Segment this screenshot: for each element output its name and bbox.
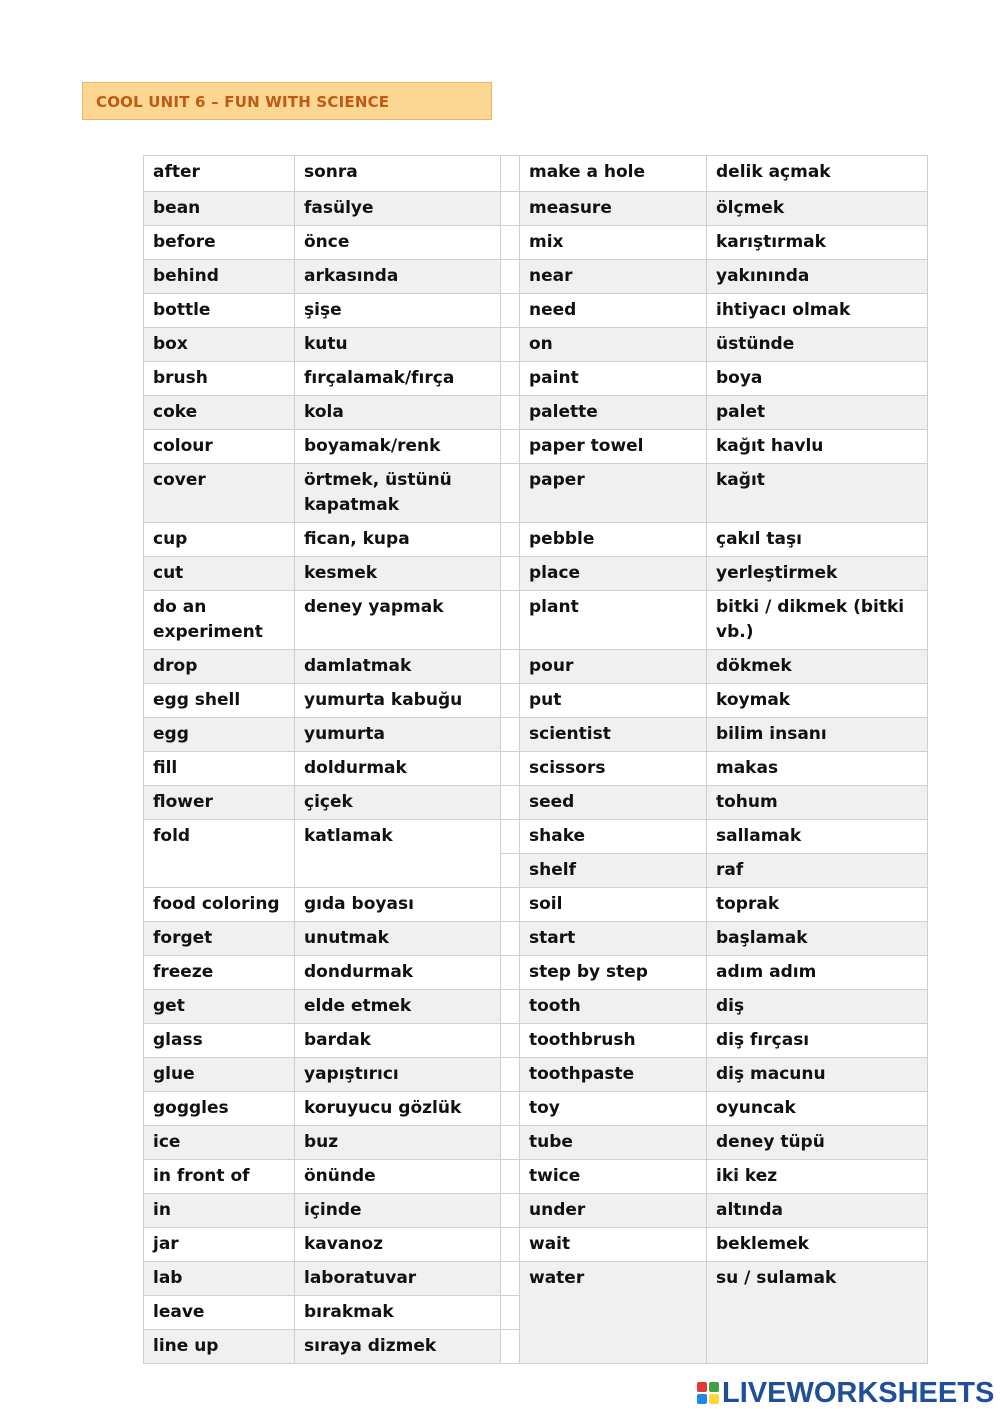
english-word: on bbox=[520, 328, 707, 362]
column-gap bbox=[501, 1160, 520, 1194]
english-word: mix bbox=[520, 226, 707, 260]
english-word: egg shell bbox=[144, 684, 295, 718]
english-word: shelf bbox=[520, 854, 707, 888]
column-gap bbox=[501, 1058, 520, 1092]
vocabulary-table-body bbox=[144, 156, 928, 1364]
turkish-meaning: yakınında bbox=[707, 260, 928, 294]
english-word: jar bbox=[144, 1228, 295, 1262]
turkish-meaning: önce bbox=[295, 226, 501, 260]
english-word: in front of bbox=[144, 1160, 295, 1194]
table-row bbox=[144, 1092, 928, 1126]
turkish-meaning: koymak bbox=[707, 684, 928, 718]
turkish-meaning: fırçalamak/fırça bbox=[295, 362, 501, 396]
liveworksheets-logo-icon bbox=[697, 1382, 719, 1404]
table-row bbox=[144, 1126, 928, 1160]
column-gap bbox=[501, 990, 520, 1024]
english-word: behind bbox=[144, 260, 295, 294]
brand-name: LIVEWORKSHEETS bbox=[722, 1376, 995, 1409]
column-gap bbox=[501, 684, 520, 718]
table-row bbox=[144, 328, 928, 362]
column-gap bbox=[501, 226, 520, 260]
english-word: paper bbox=[520, 464, 707, 523]
english-word: pour bbox=[520, 650, 707, 684]
english-word: lab bbox=[144, 1262, 295, 1296]
english-word: goggles bbox=[144, 1092, 295, 1126]
english-word: food coloring bbox=[144, 888, 295, 922]
turkish-meaning: kola bbox=[295, 396, 501, 430]
table-row bbox=[144, 523, 928, 557]
table-row bbox=[144, 684, 928, 718]
table-row bbox=[144, 226, 928, 260]
table-row bbox=[144, 1262, 928, 1296]
column-gap bbox=[501, 1296, 520, 1330]
english-word: plant bbox=[520, 591, 707, 650]
english-word: leave bbox=[144, 1296, 295, 1330]
english-word: colour bbox=[144, 430, 295, 464]
turkish-meaning: kağıt bbox=[707, 464, 928, 523]
english-word: glass bbox=[144, 1024, 295, 1058]
table-row bbox=[144, 786, 928, 820]
column-gap bbox=[501, 557, 520, 591]
turkish-meaning: fasülye bbox=[295, 192, 501, 226]
turkish-meaning: ihtiyacı olmak bbox=[707, 294, 928, 328]
turkish-meaning: raf bbox=[707, 854, 928, 888]
column-gap bbox=[501, 718, 520, 752]
turkish-meaning: arkasında bbox=[295, 260, 501, 294]
english-word: paint bbox=[520, 362, 707, 396]
table-row bbox=[144, 1194, 928, 1228]
english-word: before bbox=[144, 226, 295, 260]
turkish-meaning: sallamak bbox=[707, 820, 928, 854]
turkish-meaning: toprak bbox=[707, 888, 928, 922]
table-row bbox=[144, 294, 928, 328]
column-gap bbox=[501, 922, 520, 956]
turkish-meaning: sıraya dizmek bbox=[295, 1330, 501, 1364]
turkish-meaning: üstünde bbox=[707, 328, 928, 362]
english-word: place bbox=[520, 557, 707, 591]
english-word: measure bbox=[520, 192, 707, 226]
turkish-meaning: diş fırçası bbox=[707, 1024, 928, 1058]
table-row bbox=[144, 430, 928, 464]
turkish-meaning: tohum bbox=[707, 786, 928, 820]
english-word: fill bbox=[144, 752, 295, 786]
english-word: make a hole bbox=[520, 156, 707, 192]
english-word: near bbox=[520, 260, 707, 294]
english-word: get bbox=[144, 990, 295, 1024]
turkish-meaning: laboratuvar bbox=[295, 1262, 501, 1296]
table-row bbox=[144, 1160, 928, 1194]
turkish-meaning: kavanoz bbox=[295, 1228, 501, 1262]
english-word: freeze bbox=[144, 956, 295, 990]
english-word: shake bbox=[520, 820, 707, 854]
turkish-meaning: deney yapmak bbox=[295, 591, 501, 650]
turkish-meaning: bırakmak bbox=[295, 1296, 501, 1330]
table-row bbox=[144, 591, 928, 650]
turkish-meaning: yapıştırıcı bbox=[295, 1058, 501, 1092]
english-word: box bbox=[144, 328, 295, 362]
column-gap bbox=[501, 523, 520, 557]
english-word: start bbox=[520, 922, 707, 956]
column-gap bbox=[501, 591, 520, 650]
english-word: toothpaste bbox=[520, 1058, 707, 1092]
english-word: palette bbox=[520, 396, 707, 430]
column-gap bbox=[501, 1228, 520, 1262]
table-row bbox=[144, 990, 928, 1024]
column-gap bbox=[501, 1024, 520, 1058]
turkish-meaning: elde etmek bbox=[295, 990, 501, 1024]
table-row bbox=[144, 718, 928, 752]
turkish-meaning: sonra bbox=[295, 156, 501, 192]
turkish-meaning: diş bbox=[707, 990, 928, 1024]
english-word: cover bbox=[144, 464, 295, 523]
english-word: ice bbox=[144, 1126, 295, 1160]
turkish-meaning: delik açmak bbox=[707, 156, 928, 192]
table-row bbox=[144, 922, 928, 956]
english-word: line up bbox=[144, 1330, 295, 1364]
turkish-meaning: su / sulamak bbox=[707, 1262, 928, 1364]
turkish-meaning: karıştırmak bbox=[707, 226, 928, 260]
column-gap bbox=[501, 820, 520, 854]
turkish-meaning: gıda boyası bbox=[295, 888, 501, 922]
column-gap bbox=[501, 192, 520, 226]
english-word: wait bbox=[520, 1228, 707, 1262]
column-gap bbox=[501, 1092, 520, 1126]
column-gap bbox=[501, 854, 520, 888]
table-row bbox=[144, 260, 928, 294]
english-word: after bbox=[144, 156, 295, 192]
turkish-meaning: unutmak bbox=[295, 922, 501, 956]
turkish-meaning: içinde bbox=[295, 1194, 501, 1228]
turkish-meaning: çakıl taşı bbox=[707, 523, 928, 557]
table-row bbox=[144, 557, 928, 591]
turkish-meaning: diş macunu bbox=[707, 1058, 928, 1092]
turkish-meaning: boyamak/renk bbox=[295, 430, 501, 464]
column-gap bbox=[501, 1194, 520, 1228]
english-word: paper towel bbox=[520, 430, 707, 464]
table-row bbox=[144, 396, 928, 430]
english-word: twice bbox=[520, 1160, 707, 1194]
turkish-meaning: doldurmak bbox=[295, 752, 501, 786]
turkish-meaning: başlamak bbox=[707, 922, 928, 956]
turkish-meaning: bilim insanı bbox=[707, 718, 928, 752]
turkish-meaning: oyuncak bbox=[707, 1092, 928, 1126]
turkish-meaning: altında bbox=[707, 1194, 928, 1228]
table-row bbox=[144, 1058, 928, 1092]
english-word: toy bbox=[520, 1092, 707, 1126]
english-word: water bbox=[520, 1262, 707, 1364]
table-row bbox=[144, 362, 928, 396]
column-gap bbox=[501, 464, 520, 523]
turkish-meaning: iki kez bbox=[707, 1160, 928, 1194]
english-word: fold bbox=[144, 820, 295, 888]
column-gap bbox=[501, 1330, 520, 1364]
column-gap bbox=[501, 156, 520, 192]
column-gap bbox=[501, 752, 520, 786]
table-row bbox=[144, 820, 928, 854]
turkish-meaning: buz bbox=[295, 1126, 501, 1160]
column-gap bbox=[501, 786, 520, 820]
english-word: toothbrush bbox=[520, 1024, 707, 1058]
turkish-meaning: deney tüpü bbox=[707, 1126, 928, 1160]
english-word: pebble bbox=[520, 523, 707, 557]
turkish-meaning: ölçmek bbox=[707, 192, 928, 226]
turkish-meaning: dondurmak bbox=[295, 956, 501, 990]
column-gap bbox=[501, 328, 520, 362]
turkish-meaning: palet bbox=[707, 396, 928, 430]
english-word: flower bbox=[144, 786, 295, 820]
table-row bbox=[144, 650, 928, 684]
english-word: need bbox=[520, 294, 707, 328]
turkish-meaning: örtmek, üstünü kapatmak bbox=[295, 464, 501, 523]
turkish-meaning: adım adım bbox=[707, 956, 928, 990]
english-word: cut bbox=[144, 557, 295, 591]
column-gap bbox=[501, 956, 520, 990]
english-word: glue bbox=[144, 1058, 295, 1092]
turkish-meaning: kutu bbox=[295, 328, 501, 362]
turkish-meaning: beklemek bbox=[707, 1228, 928, 1262]
column-gap bbox=[501, 888, 520, 922]
turkish-meaning: kesmek bbox=[295, 557, 501, 591]
english-word: bottle bbox=[144, 294, 295, 328]
column-gap bbox=[501, 430, 520, 464]
liveworksheets-logo bbox=[697, 1376, 994, 1410]
turkish-meaning: boya bbox=[707, 362, 928, 396]
english-word: tooth bbox=[520, 990, 707, 1024]
english-word: scientist bbox=[520, 718, 707, 752]
turkish-meaning: çiçek bbox=[295, 786, 501, 820]
vocabulary-table bbox=[143, 155, 928, 1364]
turkish-meaning: yerleştirmek bbox=[707, 557, 928, 591]
english-word: bean bbox=[144, 192, 295, 226]
unit-title-banner bbox=[82, 82, 492, 120]
turkish-meaning: damlatmak bbox=[295, 650, 501, 684]
column-gap bbox=[501, 1126, 520, 1160]
english-word: scissors bbox=[520, 752, 707, 786]
turkish-meaning: dökmek bbox=[707, 650, 928, 684]
column-gap bbox=[501, 294, 520, 328]
english-word: do an experiment bbox=[144, 591, 295, 650]
turkish-meaning: şişe bbox=[295, 294, 501, 328]
table-row bbox=[144, 752, 928, 786]
turkish-meaning: kağıt havlu bbox=[707, 430, 928, 464]
column-gap bbox=[501, 1262, 520, 1296]
english-word: egg bbox=[144, 718, 295, 752]
english-word: tube bbox=[520, 1126, 707, 1160]
english-word: step by step bbox=[520, 956, 707, 990]
table-row bbox=[144, 1024, 928, 1058]
english-word: drop bbox=[144, 650, 295, 684]
turkish-meaning: bitki / dikmek (bitki vb.) bbox=[707, 591, 928, 650]
english-word: seed bbox=[520, 786, 707, 820]
turkish-meaning: koruyucu gözlük bbox=[295, 1092, 501, 1126]
table-row bbox=[144, 888, 928, 922]
column-gap bbox=[501, 260, 520, 294]
english-word: cup bbox=[144, 523, 295, 557]
table-row bbox=[144, 156, 928, 192]
column-gap bbox=[501, 396, 520, 430]
english-word: in bbox=[144, 1194, 295, 1228]
turkish-meaning: fican, kupa bbox=[295, 523, 501, 557]
table-row bbox=[144, 192, 928, 226]
english-word: forget bbox=[144, 922, 295, 956]
column-gap bbox=[501, 362, 520, 396]
turkish-meaning: katlamak bbox=[295, 820, 501, 888]
table-row bbox=[144, 956, 928, 990]
table-row bbox=[144, 464, 928, 523]
turkish-meaning: yumurta kabuğu bbox=[295, 684, 501, 718]
table-row bbox=[144, 1228, 928, 1262]
english-word: under bbox=[520, 1194, 707, 1228]
english-word: coke bbox=[144, 396, 295, 430]
turkish-meaning: makas bbox=[707, 752, 928, 786]
english-word: brush bbox=[144, 362, 295, 396]
column-gap bbox=[501, 650, 520, 684]
unit-title: COOL UNIT 6 – FUN WITH SCIENCE bbox=[96, 93, 390, 111]
turkish-meaning: önünde bbox=[295, 1160, 501, 1194]
english-word: put bbox=[520, 684, 707, 718]
english-word: soil bbox=[520, 888, 707, 922]
turkish-meaning: bardak bbox=[295, 1024, 501, 1058]
turkish-meaning: yumurta bbox=[295, 718, 501, 752]
